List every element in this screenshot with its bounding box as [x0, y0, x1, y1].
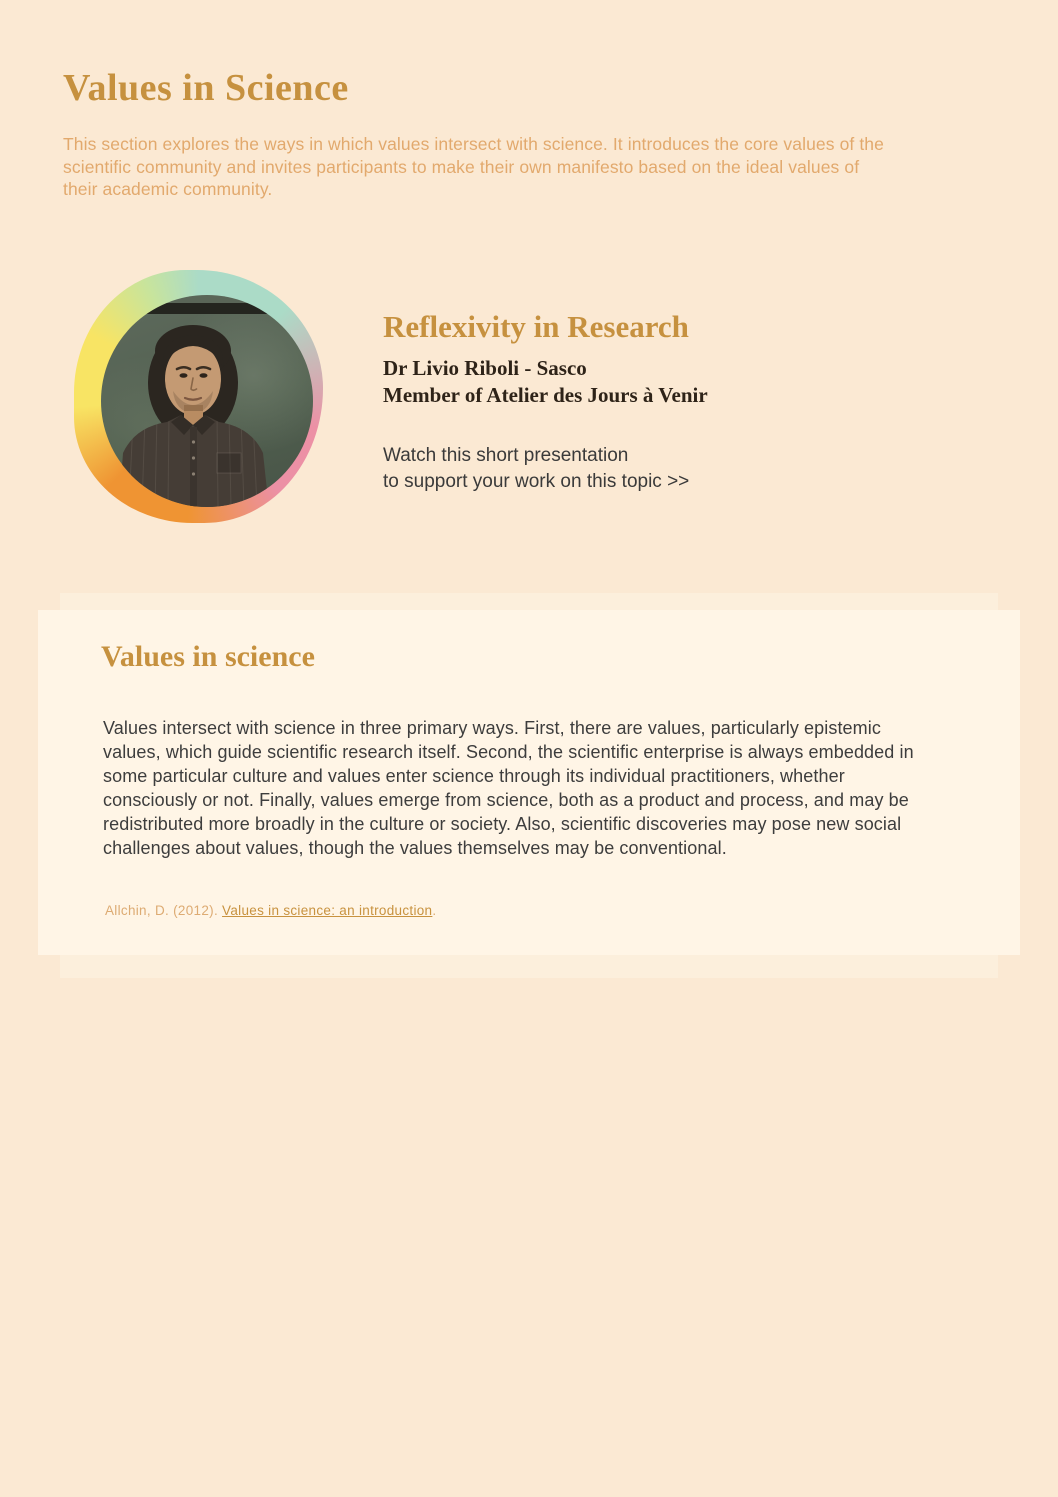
card-body-text: Values intersect with science in three primary ways. First, there are values, particularly epistemic values, which guide scientific research itself. Second, the scientific enterprise is always embedded in some particular culture and values enter science through its individual practitioners, whether consciously or not. Finally, values emerge from science, both as a product and process, and may be redistributed more broadly in the culture or society. Also, scientific discoveries may pose new social challenges about values, though the values themselves may be conventional. — [103, 718, 914, 858]
citation — [105, 903, 436, 918]
presenter-name: Dr Livio Riboli - Sasco — [383, 356, 587, 380]
watch-presentation-link[interactable] — [383, 443, 689, 495]
presenter-portrait-illustration — [101, 295, 313, 507]
card-heading: Values in science — [101, 640, 315, 673]
cta-line-2: to support your work on this topic >> — [383, 471, 690, 492]
values-in-science-card — [38, 610, 1020, 955]
section-intro-paragraph: This section explores the ways in which values intersect with science. It introduces the core values of the scientific community and invites participants to make their own manifesto based on the ideal values of their academic community. — [63, 134, 884, 199]
presenter-affiliation: Member of Atelier des Jours à Venir — [383, 383, 708, 407]
presenter-photo — [101, 295, 313, 507]
presenter-photo-ring — [74, 270, 323, 523]
citation-link[interactable]: Values in science: an introduction — [222, 903, 433, 918]
page-title: Values in Science — [63, 67, 349, 109]
citation-suffix: . — [432, 903, 437, 918]
presenter-heading: Reflexivity in Research — [383, 309, 689, 344]
cta-line-1: Watch this short presentation — [383, 445, 629, 466]
citation-prefix: Allchin, D. (2012). — [105, 903, 223, 918]
presenter-credentials — [383, 355, 708, 409]
